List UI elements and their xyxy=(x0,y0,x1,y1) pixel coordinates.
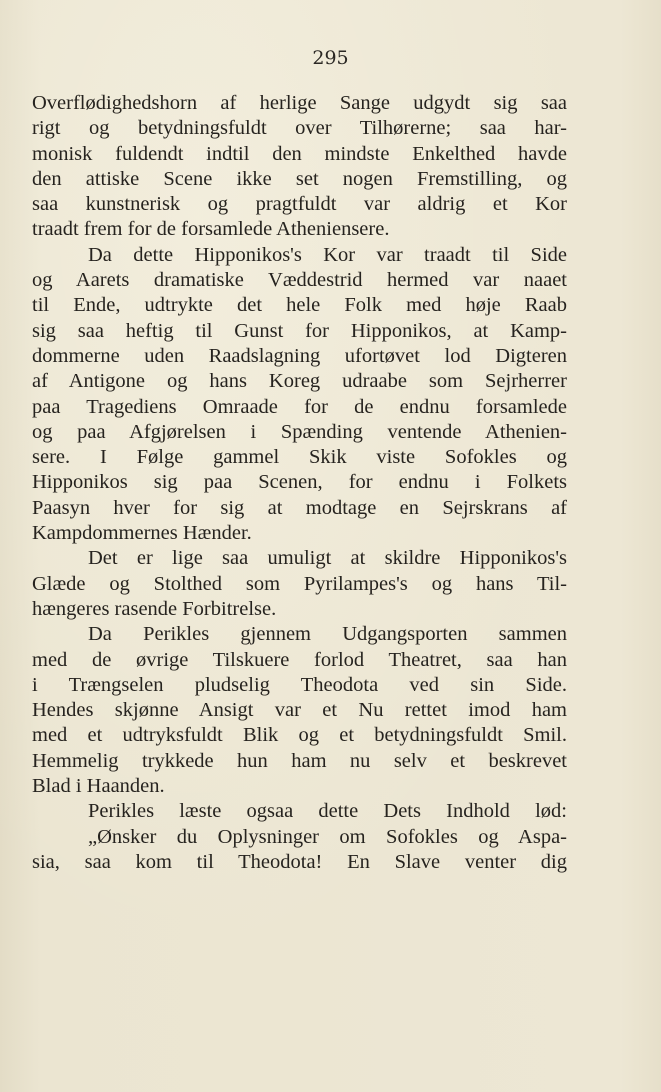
text-line: sia, saa kom til Theodota! En Slave venter dig xyxy=(32,850,567,873)
text-line: med de øvrige Tilskuere forlod Theatret, saa han xyxy=(32,648,567,671)
text-line: „Ønsker du Oplysninger om Sofokles og Aspa- xyxy=(88,825,567,848)
text-line: den attiske Scene ikke set nogen Fremstilling, og xyxy=(32,167,567,190)
text-line: Hemmelig trykkede hun ham nu selv et beskrevet xyxy=(32,749,567,772)
text-line: Hendes skjønne Ansigt var et Nu rettet imod ham xyxy=(32,699,567,722)
text-line: dommerne uden Raadslagning ufortøvet lod Digteren xyxy=(32,344,567,367)
text-line: og paa Afgjørelsen i Spænding ventende Athenien- xyxy=(32,420,567,443)
text-line: traadt frem for de forsamlede Atheniensere. xyxy=(32,218,390,241)
body-text xyxy=(32,91,567,875)
text-line: og Aarets dramatiske Væddestrid hermed var naaet xyxy=(32,269,567,292)
text-line: monisk fuldendt indtil den mindste Enkelthed havde xyxy=(32,142,567,165)
text-line: Hipponikos sig paa Scenen, for endnu i Folkets xyxy=(32,471,567,494)
text-line: i Trængselen pludselig Theodota ved sin Side. xyxy=(32,673,567,696)
text-line: hængeres rasende Forbitrelse. xyxy=(32,597,277,620)
text-line: med et udtryksfuldt Blik og et betydningsfuldt Smil. xyxy=(32,724,567,747)
text-line: Overflødighedshorn af herlige Sange udgydt sig saa xyxy=(32,92,567,114)
text-line: Da Perikles gjennem Udgangsporten sammen xyxy=(88,623,567,646)
text-line: sig saa heftig til Gunst for Hipponikos, at Kamp- xyxy=(32,319,567,342)
text-line: Paasyn hver for sig at modtage en Sejrskrans af xyxy=(32,496,567,519)
text-line: Kampdommernes Hænder. xyxy=(32,522,252,545)
text-line: sere. I Følge gammel Skik viste Sofokles og xyxy=(32,446,567,469)
text-line: paa Tragediens Omraade for de endnu forsamlede xyxy=(32,395,567,418)
text-line: Da dette Hipponikos's Kor var traadt til Side xyxy=(88,243,567,266)
text-line: Glæde og Stolthed som Pyrilampes's og hans Til- xyxy=(32,572,567,595)
text-line: Blad i Haanden. xyxy=(32,775,165,798)
text-line: rigt og betydningsfuldt over Tilhørerne; saa har- xyxy=(32,117,567,140)
text-line: Det er lige saa umuligt at skildre Hipponikos's xyxy=(88,547,567,570)
text-line: til Ende, udtrykte det hele Folk med høje Raab xyxy=(32,294,567,317)
text-line: saa kunstnerisk og pragtfuldt var aldrig et Kor xyxy=(32,193,567,216)
text-line: Perikles læste ogsaa dette Dets Indhold lød: xyxy=(88,800,567,823)
text-line: af Antigone og hans Koreg udraabe som Sejrherrer xyxy=(32,370,567,393)
page-number: 295 xyxy=(312,47,349,69)
